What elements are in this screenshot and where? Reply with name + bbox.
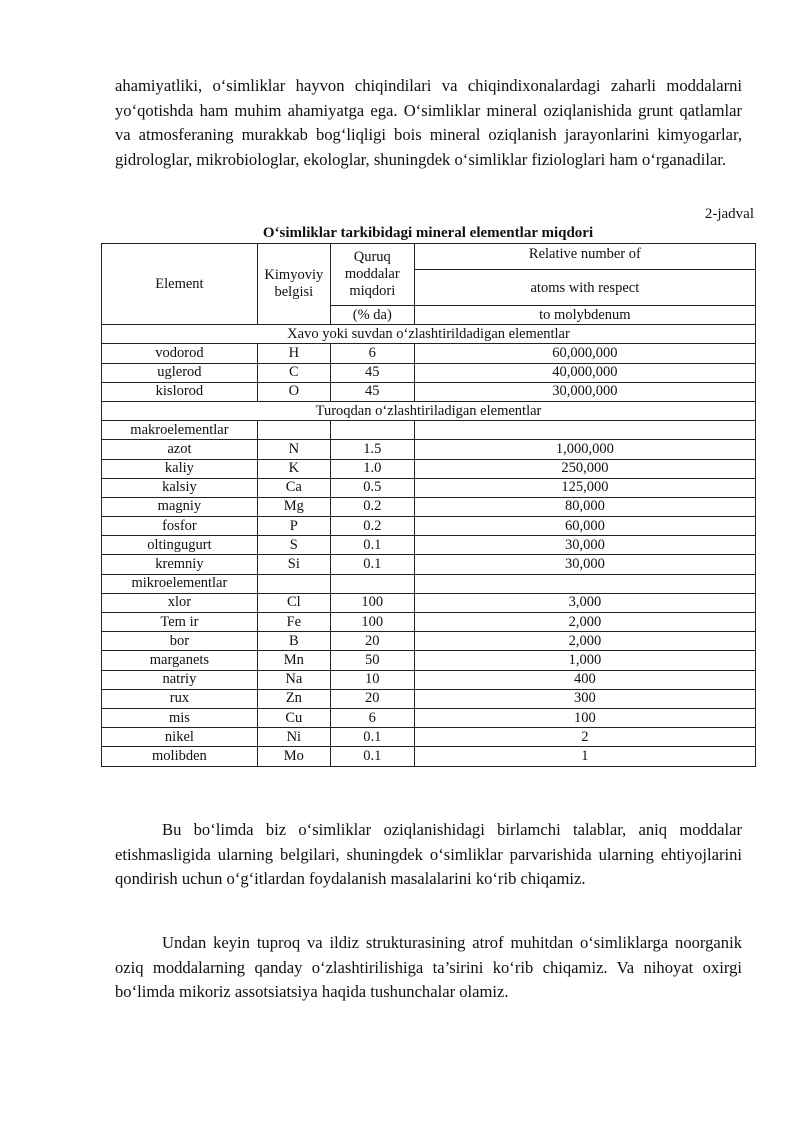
table-number: 2-jadval xyxy=(704,206,754,222)
header-element: Element xyxy=(102,244,258,325)
cell-symbol: Cl xyxy=(257,593,330,612)
header-dry-mass-unit: (% da) xyxy=(330,306,414,325)
cell-element: magniy xyxy=(102,497,258,516)
table-row xyxy=(102,363,756,382)
table-row xyxy=(102,613,756,632)
cell-percent: 0.1 xyxy=(330,747,414,766)
cell-element: kaliy xyxy=(102,459,258,478)
empty-cell xyxy=(257,421,330,440)
table-row xyxy=(102,632,756,651)
section-macro xyxy=(102,421,756,440)
cell-relative: 30,000 xyxy=(414,536,755,555)
cell-percent: 50 xyxy=(330,651,414,670)
table-row xyxy=(102,555,756,574)
cell-percent: 0.1 xyxy=(330,536,414,555)
cell-percent: 1.5 xyxy=(330,440,414,459)
cell-relative: 80,000 xyxy=(414,497,755,516)
section-micro xyxy=(102,574,756,593)
header-relative-line2: atoms with respect xyxy=(530,280,640,296)
table-row xyxy=(102,459,756,478)
cell-relative: 2,000 xyxy=(414,632,755,651)
cell-percent: 10 xyxy=(330,670,414,689)
cell-percent: 0.1 xyxy=(330,555,414,574)
cell-symbol: C xyxy=(257,363,330,382)
cell-relative: 30,000 xyxy=(414,555,755,574)
table-row xyxy=(102,478,756,497)
group-air-water xyxy=(102,325,756,344)
header-dry-mass: Quruq moddalar miqdori xyxy=(330,244,414,306)
table-row xyxy=(102,651,756,670)
cell-symbol: Ca xyxy=(257,478,330,497)
empty-cell xyxy=(257,574,330,593)
cell-relative: 2 xyxy=(414,728,755,747)
cell-relative: 3,000 xyxy=(414,593,755,612)
cell-relative: 100 xyxy=(414,708,755,727)
cell-symbol: S xyxy=(257,536,330,555)
cell-relative: 60,000,000 xyxy=(414,344,755,363)
cell-relative: 125,000 xyxy=(414,478,755,497)
header-relative-line1: Relative number of xyxy=(415,244,755,270)
empty-cell xyxy=(414,421,755,440)
cell-percent: 0.1 xyxy=(330,728,414,747)
cell-element: kremniy xyxy=(102,555,258,574)
cell-symbol: Si xyxy=(257,555,330,574)
cell-element: molibden xyxy=(102,747,258,766)
cell-relative: 2,000 xyxy=(414,613,755,632)
cell-symbol: Na xyxy=(257,670,330,689)
cell-relative: 1,000 xyxy=(414,651,755,670)
intro-paragraph: ahamiyatliki, o‘simliklar hayvon chiqindilari va chiqindixonalardagi zaharli moddalarni yo‘qotishda ham muhim ahamiyatga ega. O‘simliklar mineral oziqlanishida grunt qatlamlar va atmosferaning murakkab bog‘liqligi bois mineral oziqlanish jarayonlarini kimyogarlar, gidrologlar, mikrobiologlar, ekologlar, shuningdek o‘simliklar fiziologlari ham o‘rganadilar. xyxy=(115,76,742,169)
cell-symbol: Fe xyxy=(257,613,330,632)
cell-percent: 0.2 xyxy=(330,517,414,536)
cell-element: fosfor xyxy=(102,517,258,536)
empty-cell xyxy=(414,574,755,593)
cell-relative: 30,000,000 xyxy=(414,382,755,401)
cell-element: bor xyxy=(102,632,258,651)
cell-percent: 1.0 xyxy=(330,459,414,478)
cell-element: oltingugurt xyxy=(102,536,258,555)
cell-symbol: K xyxy=(257,459,330,478)
cell-percent: 6 xyxy=(330,708,414,727)
cell-symbol: Mo xyxy=(257,747,330,766)
cell-element: xlor xyxy=(102,593,258,612)
group-air-water-label: Xavo yoki suvdan o‘zlashtirildadigan elementlar xyxy=(102,325,756,344)
cell-percent: 100 xyxy=(330,593,414,612)
cell-element: vodorod xyxy=(102,344,258,363)
table-row xyxy=(102,536,756,555)
cell-symbol: Mg xyxy=(257,497,330,516)
cell-percent: 6 xyxy=(330,344,414,363)
header-symbol: Kimyoviy belgisi xyxy=(257,244,330,325)
table-row xyxy=(102,440,756,459)
cell-element: mis xyxy=(102,708,258,727)
table-row xyxy=(102,708,756,727)
cell-symbol: Mn xyxy=(257,651,330,670)
cell-element: kalsiy xyxy=(102,478,258,497)
table-row xyxy=(102,670,756,689)
cell-relative: 60,000 xyxy=(414,517,755,536)
empty-cell xyxy=(330,574,414,593)
section-micro-label: mikroelementlar xyxy=(102,574,258,593)
cell-percent: 0.2 xyxy=(330,497,414,516)
paragraph-soil-root: Undan keyin tuproq va ildiz strukturasining atrof muhitdan o‘simliklarga noorganik oziq moddalarning qanday o‘zlashtirilishiga ta’sirini ko‘rib chiqamiz. Va nihoyat oxirgi bo‘limda mikoriz assotsiatsiya haqida tushunchalar olamiz. xyxy=(115,933,742,1002)
table-row xyxy=(102,593,756,612)
cell-element: rux xyxy=(102,689,258,708)
table-row xyxy=(102,497,756,516)
table-row xyxy=(102,382,756,401)
cell-relative: 400 xyxy=(414,670,755,689)
cell-percent: 45 xyxy=(330,363,414,382)
cell-relative: 1 xyxy=(414,747,755,766)
cell-percent: 20 xyxy=(330,689,414,708)
header-relative-line3: to molybdenum xyxy=(414,306,755,325)
cell-symbol: Cu xyxy=(257,708,330,727)
cell-element: natriy xyxy=(102,670,258,689)
section-macro-label: makroelementlar xyxy=(102,421,258,440)
cell-symbol: N xyxy=(257,440,330,459)
cell-element: nikel xyxy=(102,728,258,747)
cell-element: uglerod xyxy=(102,363,258,382)
cell-percent: 20 xyxy=(330,632,414,651)
cell-symbol: O xyxy=(257,382,330,401)
mineral-elements-table xyxy=(101,243,756,767)
table-row xyxy=(102,517,756,536)
table-row xyxy=(102,728,756,747)
table-row xyxy=(102,747,756,766)
cell-percent: 100 xyxy=(330,613,414,632)
cell-relative: 1,000,000 xyxy=(414,440,755,459)
group-soil xyxy=(102,401,756,420)
paragraph-requirements: Bu bo‘limda biz o‘simliklar oziqlanishidagi birlamchi talablar, aniq moddalar etishmasligida ularning belgilari, shuningdek o‘simliklar parvarishida ularning ehtiyojlarini qondirish uchun o‘g‘itlardan foydalanish masalalarini ko‘rib chiqamiz. xyxy=(115,820,742,889)
cell-relative: 250,000 xyxy=(414,459,755,478)
cell-relative: 300 xyxy=(414,689,755,708)
cell-relative: 40,000,000 xyxy=(414,363,755,382)
group-soil-label: Turoqdan o‘zlashtiriladigan elementlar xyxy=(102,401,756,420)
header-relative xyxy=(414,244,755,306)
table-title: O‘simliklar tarkibidagi mineral elementlar miqdori xyxy=(262,225,594,241)
cell-symbol: Ni xyxy=(257,728,330,747)
table-row xyxy=(102,344,756,363)
cell-symbol: H xyxy=(257,344,330,363)
table-row xyxy=(102,689,756,708)
cell-element: Tem ir xyxy=(102,613,258,632)
cell-symbol: B xyxy=(257,632,330,651)
cell-percent: 0.5 xyxy=(330,478,414,497)
cell-symbol: Zn xyxy=(257,689,330,708)
table-header-row xyxy=(102,244,756,306)
cell-element: kislorod xyxy=(102,382,258,401)
cell-element: marganets xyxy=(102,651,258,670)
cell-symbol: P xyxy=(257,517,330,536)
empty-cell xyxy=(330,421,414,440)
cell-element: azot xyxy=(102,440,258,459)
cell-percent: 45 xyxy=(330,382,414,401)
